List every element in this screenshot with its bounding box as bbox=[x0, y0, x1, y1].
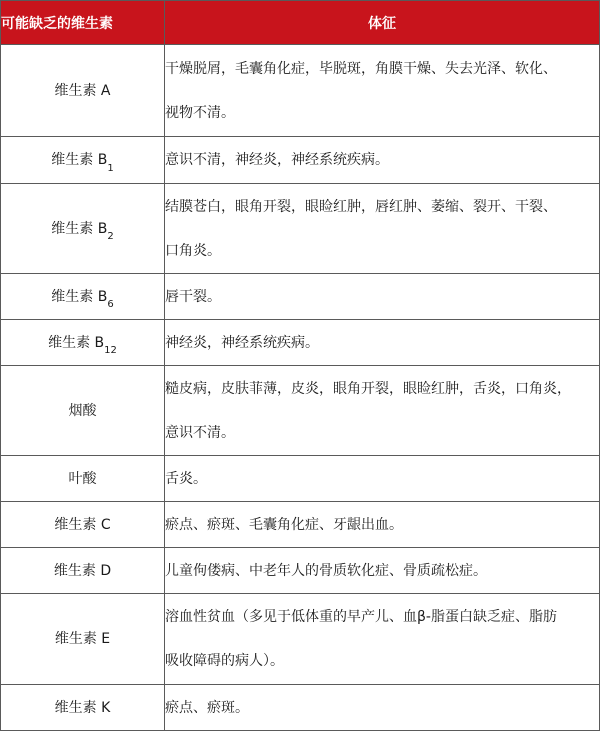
vitamin-cell bbox=[1, 456, 165, 502]
table-row bbox=[1, 548, 600, 594]
symptoms-line: 意识不清，神经炎，神经系统疾病。 bbox=[165, 152, 389, 168]
symptoms-cell bbox=[165, 274, 600, 320]
vitamin-name: 叶酸 bbox=[68, 470, 97, 487]
symptoms-cell bbox=[165, 366, 600, 456]
symptoms-line: 儿童佝偻病、中老年人的骨质软化症、骨质疏松症。 bbox=[165, 562, 487, 579]
symptoms-cell bbox=[165, 137, 600, 184]
table-header-row bbox=[1, 1, 600, 45]
table-row bbox=[1, 45, 600, 137]
vitamin-name: 维生素 B bbox=[51, 220, 108, 237]
vitamin-name: 烟酸 bbox=[68, 402, 97, 419]
symptoms-line: 结膜苍白，眼角开裂，眼睑红肿，唇红肿、萎缩、裂开、干裂、 bbox=[165, 198, 557, 215]
table-row bbox=[1, 320, 600, 366]
vitamin-cell bbox=[1, 366, 165, 456]
table-row bbox=[1, 685, 600, 731]
symptoms-cell bbox=[165, 184, 600, 274]
symptoms-line: 瘀点、瘀斑、毛囊角化症、牙龈出血。 bbox=[165, 516, 403, 533]
table-row bbox=[1, 274, 600, 320]
symptoms-line: 神经炎，神经系统疾病。 bbox=[165, 334, 319, 351]
vitamin-name: 维生素 E bbox=[54, 631, 111, 648]
symptoms-line: 吸收障碍的病人）。 bbox=[165, 653, 284, 669]
symptoms-cell bbox=[165, 502, 600, 548]
header-symptoms: 体征 bbox=[165, 1, 600, 45]
symptoms-cell bbox=[165, 456, 600, 502]
vitamin-subscript: 6 bbox=[107, 299, 114, 311]
symptoms-line: 唇干裂。 bbox=[165, 288, 221, 305]
vitamin-subscript: 1 bbox=[107, 162, 114, 174]
symptoms-cell bbox=[165, 685, 600, 731]
symptoms-cell bbox=[165, 320, 600, 366]
vitamin-name: 维生素 D bbox=[53, 562, 112, 579]
vitamin-subscript: 12 bbox=[104, 345, 117, 357]
symptoms-line: 溶血性贫血（多见于低体重的早产儿、血β-脂蛋白缺乏症、脂肪 bbox=[165, 609, 557, 625]
vitamin-cell bbox=[1, 594, 165, 685]
vitamin-cell bbox=[1, 137, 165, 184]
vitamin-cell bbox=[1, 685, 165, 731]
vitamin-name: 维生素 B bbox=[51, 152, 108, 169]
symptoms-cell bbox=[165, 594, 600, 685]
symptoms-line: 视物不清。 bbox=[165, 104, 235, 121]
header-vitamin: 可能缺乏的维生素 bbox=[1, 1, 165, 45]
vitamin-cell bbox=[1, 184, 165, 274]
symptoms-cell bbox=[165, 45, 600, 137]
table-row bbox=[1, 456, 600, 502]
symptoms-line: 瘀点、瘀斑。 bbox=[165, 699, 249, 716]
table-row bbox=[1, 594, 600, 685]
symptoms-line: 干燥脱屑，毛囊角化症，毕脱斑，角膜干燥、失去光泽、软化、 bbox=[165, 60, 557, 77]
symptoms-line: 舌炎。 bbox=[165, 470, 207, 487]
vitamin-name: 维生素 K bbox=[54, 699, 111, 716]
vitamin-name: 维生素 B bbox=[48, 334, 105, 351]
symptoms-line: 意识不清。 bbox=[165, 424, 235, 441]
table-row bbox=[1, 184, 600, 274]
vitamin-name: 维生素 C bbox=[54, 516, 111, 533]
vitamin-subscript: 2 bbox=[107, 231, 114, 243]
symptoms-line: 糙皮病，皮肤菲薄，皮炎，眼角开裂，眼睑红肿，舌炎，口角炎， bbox=[165, 380, 571, 397]
vitamin-name: 维生素 B bbox=[51, 288, 108, 305]
vitamin-cell bbox=[1, 548, 165, 594]
vitamin-name: 维生素 A bbox=[54, 82, 111, 99]
table-row bbox=[1, 502, 600, 548]
table-row bbox=[1, 137, 600, 184]
vitamin-cell bbox=[1, 320, 165, 366]
vitamin-cell bbox=[1, 45, 165, 137]
vitamin-cell bbox=[1, 274, 165, 320]
symptoms-cell bbox=[165, 548, 600, 594]
vitamin-cell bbox=[1, 502, 165, 548]
symptoms-line: 口角炎。 bbox=[165, 242, 221, 259]
table-row bbox=[1, 366, 600, 456]
